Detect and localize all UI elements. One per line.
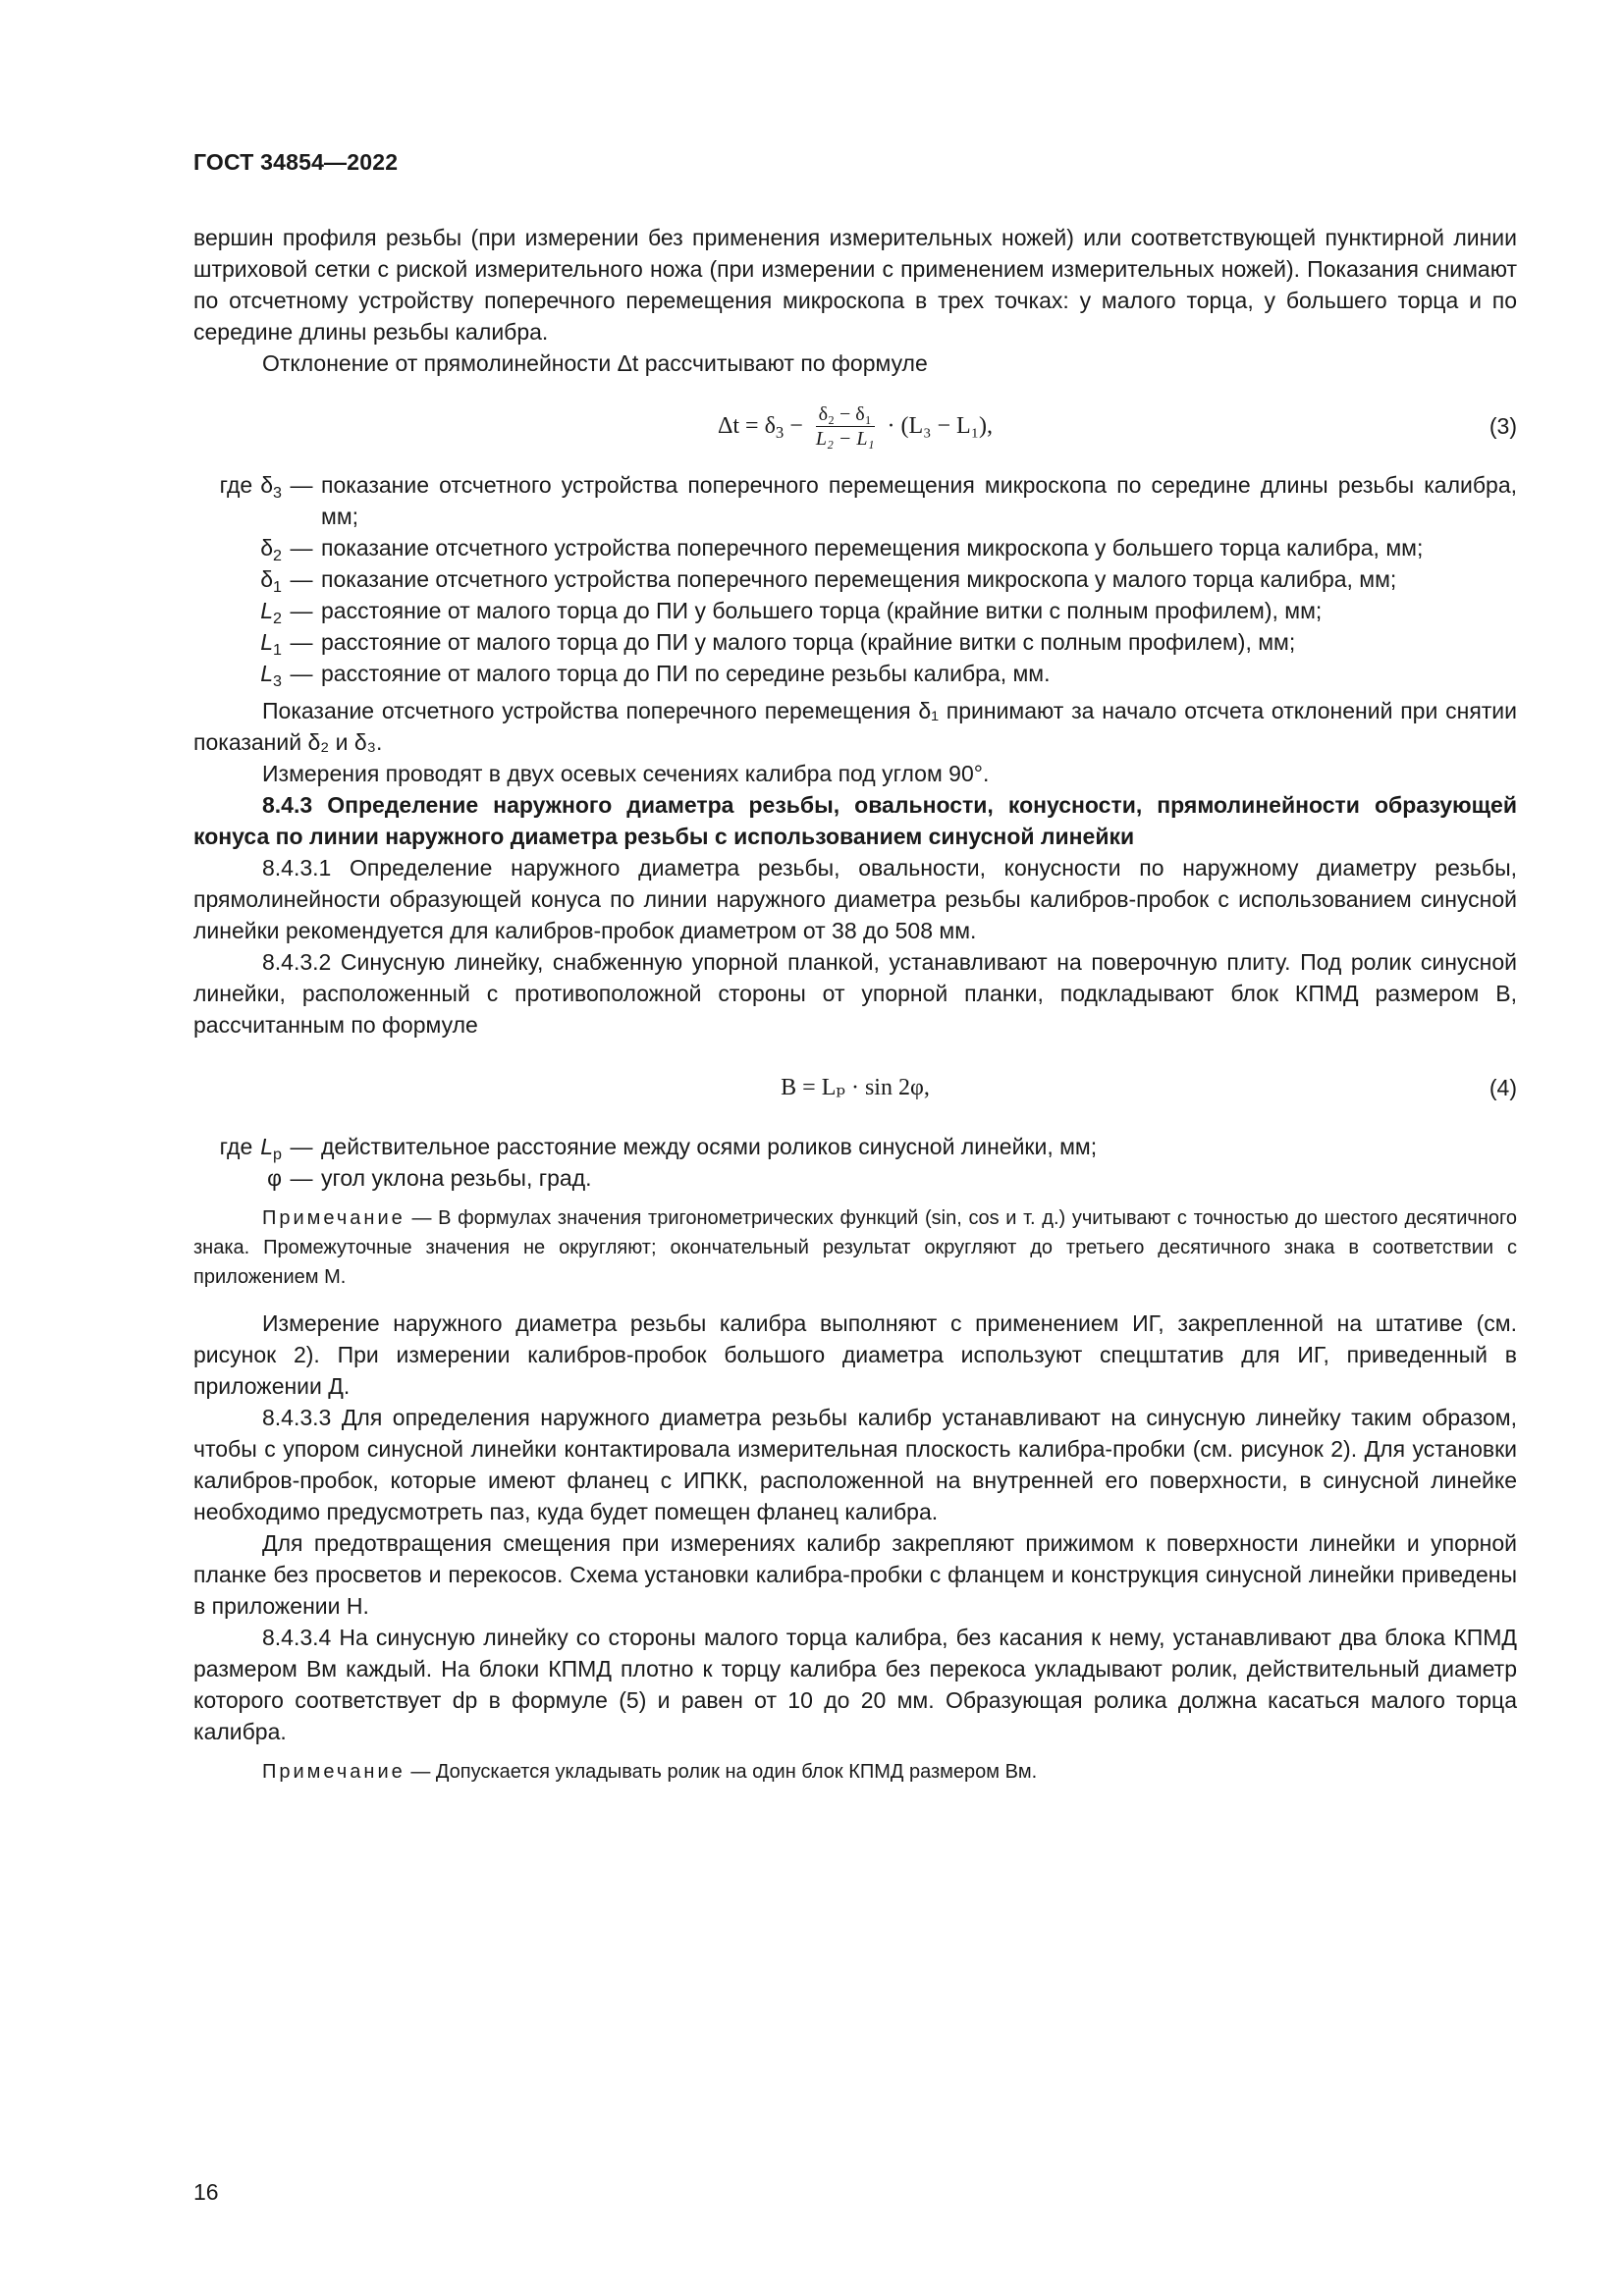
definition-text: показание отсчетного устройства поперечного перемещения микроскопа у малого торца калибра, мм; <box>321 566 1397 592</box>
definition-dash: — <box>290 1165 313 1191</box>
definitions-list <box>193 469 1517 689</box>
definition-item <box>193 1162 1517 1194</box>
formula-3-lhs: $\Delta t = \delta_3$ <box>717 413 785 442</box>
paragraph: Отклонение от прямолинейности Δt рассчитывают по формуле <box>262 350 928 376</box>
definition-item <box>193 658 1517 689</box>
definition-dash: — <box>290 661 313 686</box>
equation-number: (3) <box>1489 413 1517 439</box>
definition-text: действительное расстояние между осями роликов синусной линейки, мм; <box>321 1134 1098 1159</box>
paragraph: Показание отсчетного устройства поперечного перемещения δ₁ принимают за начало отсчета отклонений при снятии показаний δ₂ и δ₃. <box>193 698 1517 755</box>
formula-3-minus: − <box>789 413 803 439</box>
paragraph: 8.4.3.2 Синусную линейку, снабженную упорной планкой, устанавливают на поверочную плиту. Под ролик синусной линейки, расположенный с противоположной стороны от упорной планки, подкладывают блок КПМД размером B, рассчитанным по формуле <box>193 949 1517 1038</box>
definition-text: расстояние от малого торца до ПИ у большего торца (крайние витки с полным профилем), мм; <box>321 598 1323 623</box>
definition-text: показание отсчетного устройства поперечного перемещения микроскопа по середине длины резьбы калибра, мм; <box>321 472 1517 529</box>
definition-dash: — <box>290 472 313 498</box>
definition-symbol: $\delta_1$ <box>260 566 282 596</box>
fraction-denominator: L₂ − L₁ <box>815 427 875 450</box>
definition-symbol: где $L_р$ <box>219 1134 282 1163</box>
definition-symbol: $L_1$ <box>260 629 282 659</box>
definition-text: угол уклона резьбы, град. <box>321 1165 592 1191</box>
definition-symbol: где $\delta_3$ <box>219 472 282 502</box>
definitions-list <box>193 1131 1517 1194</box>
paragraph: Для предотвращения смещения при измерениях калибр закрепляют прижимом к поверхности линейки и упорной планке без просветов и перекосов. Схема установки калибра-пробки с фланцем и конструкция синусной линейки приведены в приложении Н. <box>193 1530 1517 1619</box>
definition-symbol: φ <box>267 1165 282 1191</box>
definition-dash: — <box>290 566 313 592</box>
paragraph: 8.4.3.1 Определение наружного диаметра резьбы, овальности, конусности по наружному диаметру резьбы, прямолинейности образующей конуса по линии наружного диаметра резьбы калибров-пробок с использованием синусной линейки рекомендуется для калибров-пробок диаметром от 38 до 508 мм. <box>193 855 1517 943</box>
formula-4 <box>193 1058 1517 1117</box>
definition-item <box>193 1131 1517 1162</box>
formula-3-tail: · (L₃ − L₁), <box>887 413 994 439</box>
fraction-numerator: δ₂ − δ₁ <box>816 402 875 427</box>
definition-item <box>193 563 1517 595</box>
definition-symbol: $L_3$ <box>260 661 282 690</box>
definition-dash: — <box>290 629 313 655</box>
document-code: ГОСТ 34854—2022 <box>193 149 399 175</box>
definition-dash: — <box>290 535 313 561</box>
note-text: — Допускается укладывать ролик на один блок КПМД размером Bм. <box>405 1761 1038 1783</box>
formula-3-expression <box>718 397 993 455</box>
paragraph: Измерение наружного диаметра резьбы калибра выполняют с применением ИГ, закрепленной на штативе (см. рисунок 2). При измерении калибров-пробок большого диаметра используют спецштатив для ИГ, приведенный в приложении Д. <box>193 1310 1517 1399</box>
paragraph: Измерения проводят в двух осевых сечениях калибра под углом 90°. <box>262 761 990 786</box>
section-heading: 8.4.3 Определение наружного диаметра резьбы, овальности, конусности, прямолинейности образующей конуса по линии наружного диаметра резьбы с использованием синусной линейки <box>193 792 1517 849</box>
formula-3 <box>193 397 1517 455</box>
note-label: Примечание <box>262 1207 406 1229</box>
equation-number: (4) <box>1489 1075 1517 1100</box>
note-text: — В формулах значения тригонометрических функций (sin, cos и т. д.) учитывают с точностью до шестого десятичного знака. Промежуточные значения не округляют; окончательный результат округляют до третьего десятичного знака в соответствии с приложением М. <box>193 1207 1517 1288</box>
definition-item <box>193 595 1517 626</box>
definition-text: расстояние от малого торца до ПИ по середине резьбы калибра, мм. <box>321 661 1051 686</box>
definition-symbol: $L_2$ <box>260 598 282 627</box>
paragraph: 8.4.3.4 На синусную линейку со стороны малого торца калибра, без касания к нему, устанавливают два блока КПМД размером Bм каждый. На блоки КПМД плотно к торцу калибра без перекоса укладывают ролик, действительный диаметр которого соответствует dр в формуле (5) и равен от 10 до 20 мм. Образующая ролика должна касаться малого торца калибра. <box>193 1625 1517 1744</box>
formula-3-fraction <box>813 402 878 451</box>
definition-text: расстояние от малого торца до ПИ у малого торца (крайние витки с полным профилем), мм; <box>321 629 1296 655</box>
note-label: Примечание <box>262 1761 406 1783</box>
note <box>193 1203 1517 1292</box>
definition-item <box>193 469 1517 532</box>
document-page <box>193 0 1517 2296</box>
paragraph: 8.4.3.3 Для определения наружного диаметра резьбы калибр устанавливают на синусную линейку таким образом, чтобы с упором синусной линейки контактировала измерительная плоскость калибра-пробки (см. рисунок 2). Для установки калибров-пробок, которые имеют фланец с ИПКК, расположенной на внутренней его поверхности, в синусной линейке необходимо предусмотреть паз, куда будет помещен фланец калибра. <box>193 1405 1517 1524</box>
definition-symbol: $\delta_2$ <box>260 535 282 564</box>
definition-item <box>193 532 1517 563</box>
page-content <box>193 222 1517 1802</box>
paragraph: вершин профиля резьбы (при измерении без применения измерительных ножей) или соответствующей пунктирной линии штриховой сетки с риской измерительного ножа (при измерении с применением измерительных ножей). Показания снимают по отсчетному устройству поперечного перемещения микроскопа в трех точках: у малого торца, у большего торца и по середине длины резьбы калибра. <box>193 225 1517 345</box>
page-number: 16 <box>193 2179 219 2205</box>
definition-text: показание отсчетного устройства поперечного перемещения микроскопа у большего торца калибра, мм; <box>321 535 1424 561</box>
definition-dash: — <box>290 1134 313 1159</box>
formula-4-expression: B = Lₚ · sin 2φ, <box>781 1075 930 1100</box>
definition-item <box>193 626 1517 658</box>
definition-dash: — <box>290 598 313 623</box>
note <box>193 1757 1517 1787</box>
